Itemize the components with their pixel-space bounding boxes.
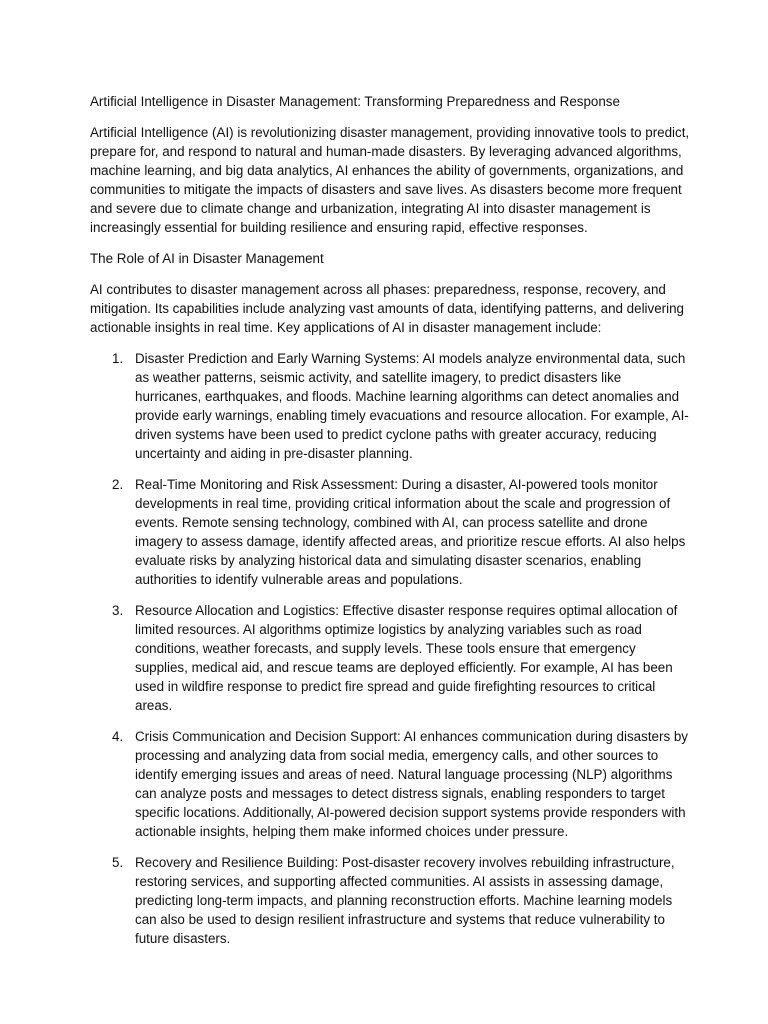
section-intro-paragraph: AI contributes to disaster management across all phases: preparedness, response, recovery, and mitigation. Its capabilities include analyzing vast amounts of data, identifying patterns, and delivering actionable insights in real time. Key applications of AI in disaster management include: (90, 282, 684, 335)
list-item-number: 1. (112, 351, 124, 366)
list-item (90, 601, 690, 715)
list-item-text: Crisis Communication and Decision Support: AI enhances communication during disasters by processing and analyzing data from social media, emergency calls, and other sources to identify emerging issues and areas of need. Natural language processing (NLP) algorithms can analyze posts and messages to detect distress signals, enabling responders to target specific locations. Additionally, AI-powered decision support systems provide responders with actionable insights, helping them make informed choices under pressure. (135, 729, 689, 839)
list-item (90, 475, 690, 589)
intro-paragraph: Artificial Intelligence (AI) is revolutionizing disaster management, providing innovative tools to predict, prepare for, and respond to natural and human-made disasters. By leveraging advanced algorithms, machine learning, and big data analytics, AI enhances the ability of governments, organizations, and communities to mitigate the impacts of disasters and save lives. As disasters become more frequent and severe due to climate change and urbanization, integrating AI into disaster management is increasingly essential for building resilience and ensuring rapid, effective responses. (90, 125, 690, 235)
document-title: Artificial Intelligence in Disaster Management: Transforming Preparedness and Response (90, 94, 620, 109)
list-item (90, 727, 690, 841)
list-item-number: 4. (112, 729, 124, 744)
list-item (90, 349, 690, 463)
list-item-text: Disaster Prediction and Early Warning Systems: AI models analyze environmental data, such as weather patterns, seismic activity, and satellite imagery, to predict disasters like hurricanes, earthquakes, and floods. Machine learning algorithms can detect anomalies and provide early warnings, enabling timely evacuations and resource allocation. For example, AI-driven systems have been used to predict cyclone paths with greater accuracy, reducing uncertainty and aiding in pre-disaster planning. (135, 351, 689, 461)
list-item-text: Real-Time Monitoring and Risk Assessment: During a disaster, AI-powered tools monitor developments in real time, providing critical information about the scale and progression of events. Remote sensing technology, combined with AI, can process satellite and drone imagery to assess damage, identify affected areas, and prioritize rescue efforts. AI also helps evaluate risks by analyzing historical data and simulating disaster scenarios, enabling authorities to identify vulnerable areas and populations. (135, 477, 686, 587)
applications-list (90, 349, 690, 948)
list-item-number: 3. (112, 603, 124, 618)
list-item-number: 5. (112, 855, 124, 870)
list-item-number: 2. (112, 477, 124, 492)
list-item-text: Recovery and Resilience Building: Post-disaster recovery involves rebuilding infrastructure, restoring services, and supporting affected communities. AI assists in assessing damage, predicting long-term impacts, and planning reconstruction efforts. Machine learning models can also be used to design resilient infrastructure and systems that reduce vulnerability to future disasters. (135, 855, 675, 946)
list-item (90, 853, 690, 948)
list-item-text: Resource Allocation and Logistics: Effective disaster response requires optimal allocation of limited resources. AI algorithms optimize logistics by analyzing variables such as road conditions, weather forecasts, and supply levels. These tools ensure that emergency supplies, medical aid, and rescue teams are deployed efficiently. For example, AI has been used in wildfire response to predict fire spread and guide firefighting resources to critical areas. (135, 603, 678, 713)
section-heading: The Role of AI in Disaster Management (90, 251, 324, 266)
document-page (90, 92, 690, 960)
